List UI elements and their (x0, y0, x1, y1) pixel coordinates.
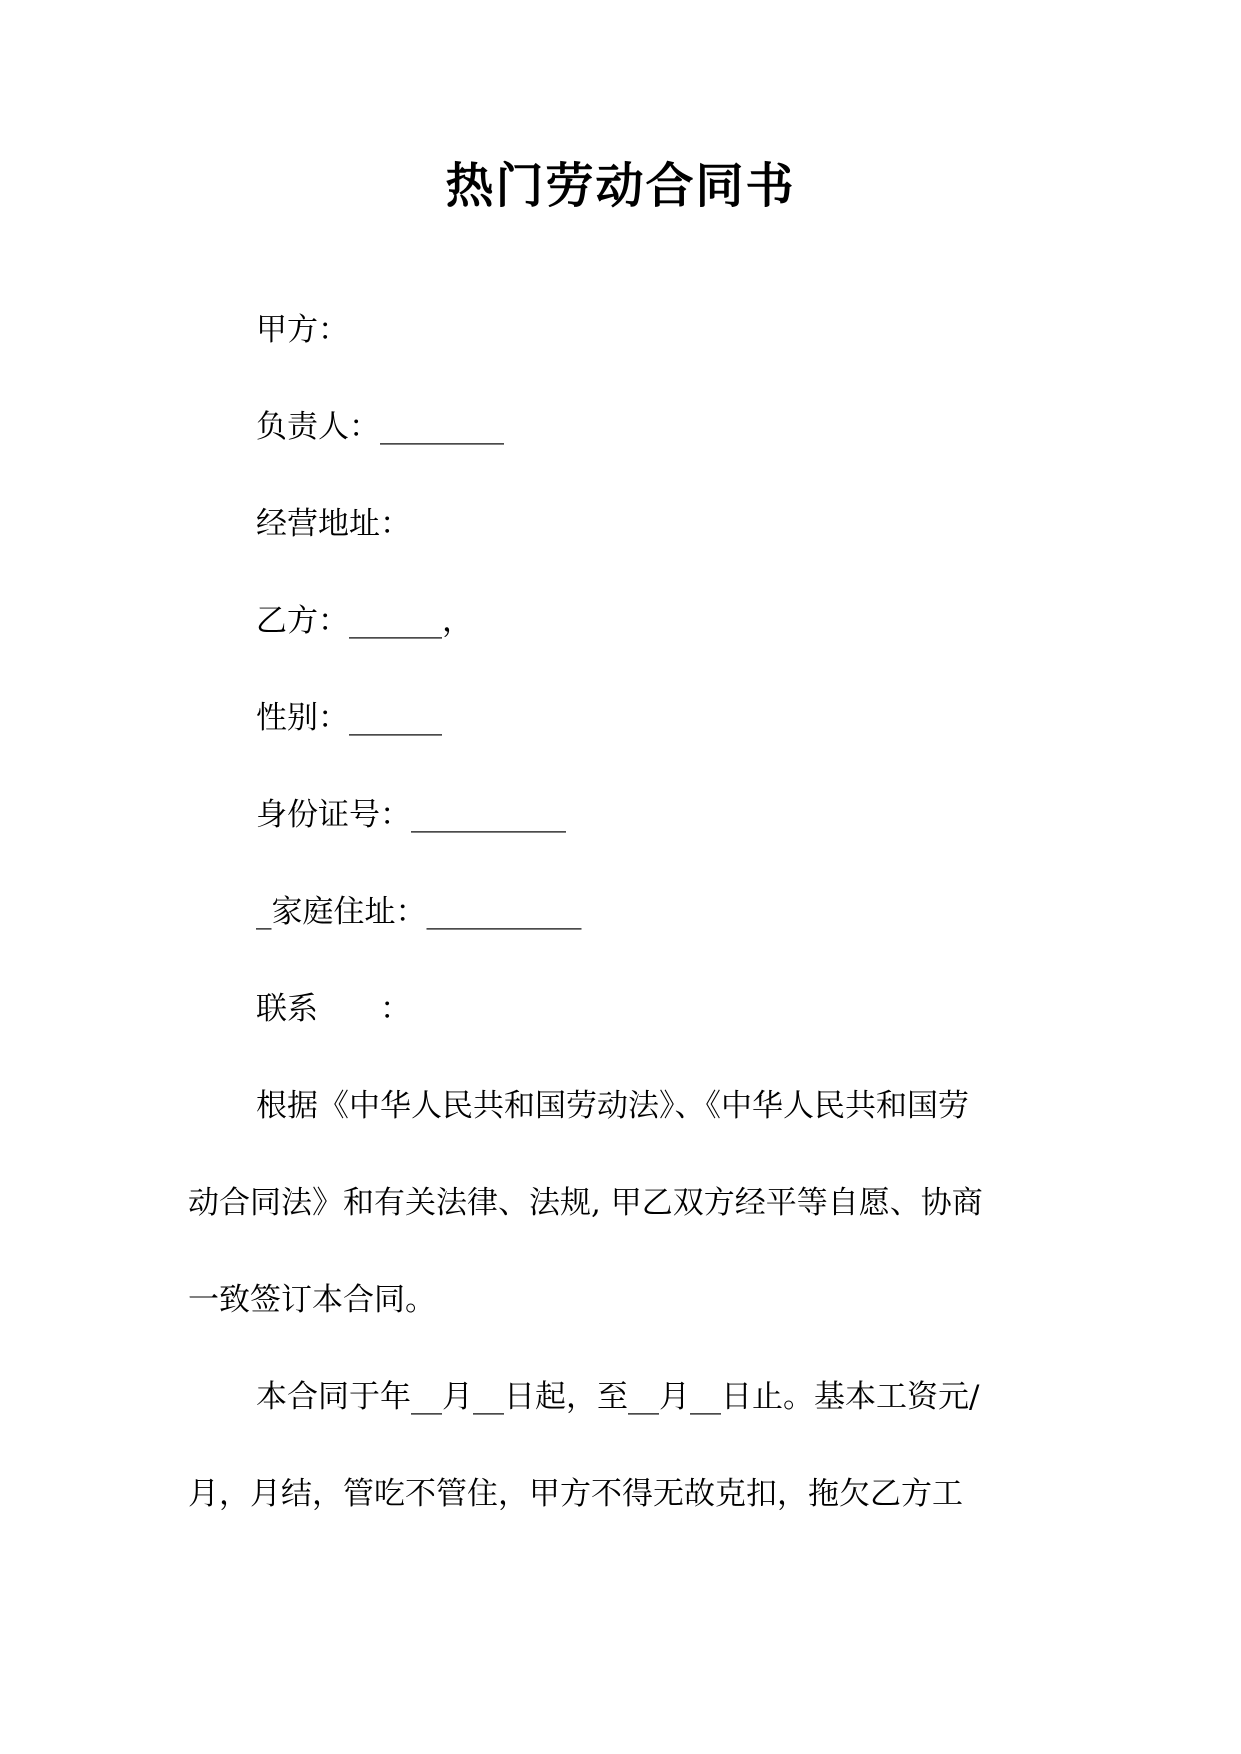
field-home-address: _家庭住址：__________ (256, 894, 582, 930)
paragraph-line: 根据《中华人民共和国劳动法》、《中华人民共和国劳 (256, 1088, 969, 1124)
field-business-address: 经营地址： (256, 506, 411, 542)
field-party-b: 乙方：______， (256, 603, 473, 639)
field-contact: 联系 ： (256, 991, 411, 1027)
paragraph-line: 本合同于年__月__日起，至__月__日止。基本工资元/ (256, 1379, 980, 1415)
field-responsible-person: 负责人：________ (256, 409, 504, 445)
paragraph-line: 月，月结，管吃不管住，甲方不得无故克扣，拖欠乙方工 (188, 1476, 963, 1512)
field-gender: 性别：______ (256, 700, 442, 736)
field-party-a: 甲方： (256, 312, 349, 348)
field-id-number: 身份证号：__________ (256, 797, 566, 833)
document-title: 热门劳动合同书 (445, 158, 796, 214)
paragraph-line: 一致签订本合同。 (188, 1282, 436, 1318)
paragraph-line: 动合同法》和有关法律、法规, 甲乙双方经平等自愿、协商 (188, 1185, 983, 1221)
